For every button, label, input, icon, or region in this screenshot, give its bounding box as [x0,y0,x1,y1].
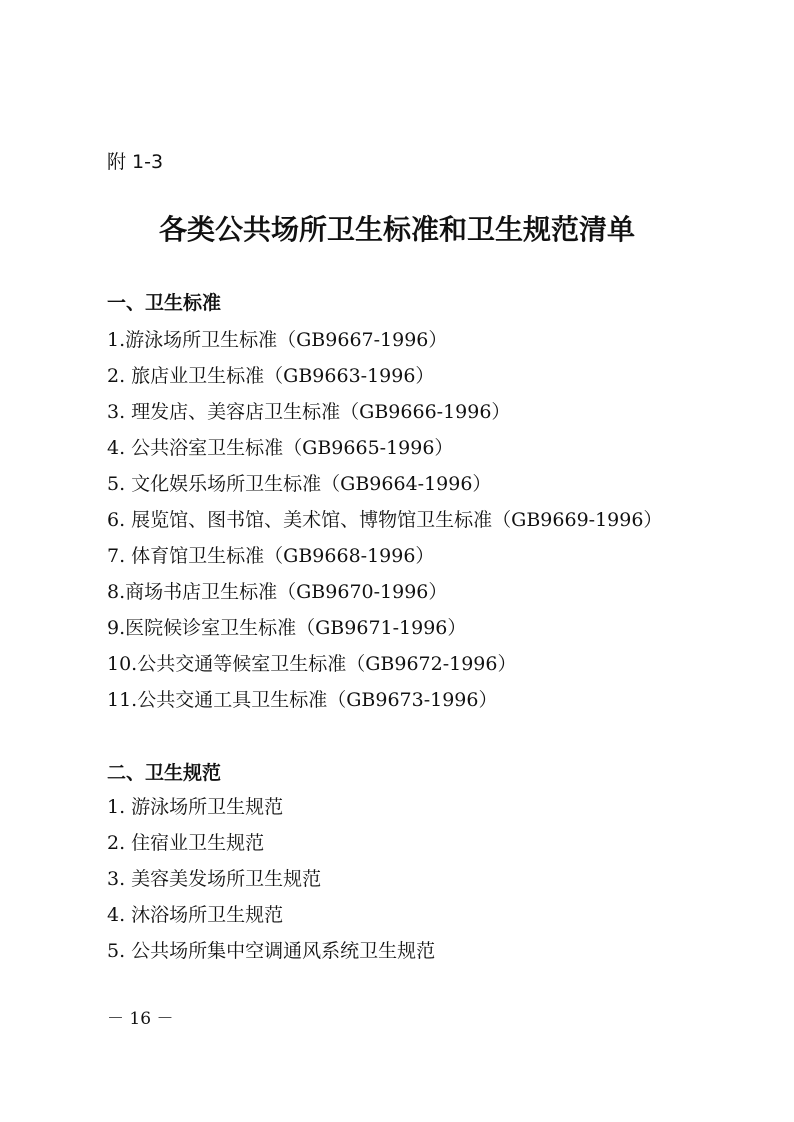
section-heading-norms: 二、卫生规范 [107,762,222,784]
list-item: 3. 理发店、美容店卫生标准（GB9666-1996） [107,401,511,423]
list-item: 8.商场书店卫生标准（GB9670-1996） [107,581,448,603]
list-item: 4. 公共浴室卫生标准（GB9665-1996） [107,437,454,459]
annex-label: 附 1-3 [107,151,164,173]
list-item: 10.公共交通等候室卫生标准（GB9672-1996） [107,653,517,675]
list-item: 2. 旅店业卫生标准（GB9663-1996） [107,365,435,387]
document-title: 各类公共场所卫生标准和卫生规范清单 [158,213,635,246]
list-item: 5. 文化娱乐场所卫生标准（GB9664-1996） [107,473,492,495]
list-item: 1. 游泳场所卫生规范 [107,796,284,818]
section-heading-standards: 一、卫生标准 [107,292,222,314]
list-item: 6. 展览馆、图书馆、美术馆、博物馆卫生标准（GB9669-1996） [107,509,663,531]
list-item: 1.游泳场所卫生标准（GB9667-1996） [107,329,448,351]
standards-list [107,322,662,718]
page-number: － 16 － [107,1009,174,1029]
list-item: 4. 沐浴场所卫生规范 [107,904,284,926]
list-item: 7. 体育馆卫生标准（GB9668-1996） [107,545,435,567]
list-item: 11.公共交通工具卫生标准（GB9673-1996） [107,689,498,711]
norms-list [107,789,435,969]
list-item: 9.医院候诊室卫生标准（GB9671-1996） [107,617,467,639]
list-item: 2. 住宿业卫生规范 [107,832,265,854]
list-item: 5. 公共场所集中空调通风系统卫生规范 [107,940,436,962]
list-item: 3. 美容美发场所卫生规范 [107,868,322,890]
